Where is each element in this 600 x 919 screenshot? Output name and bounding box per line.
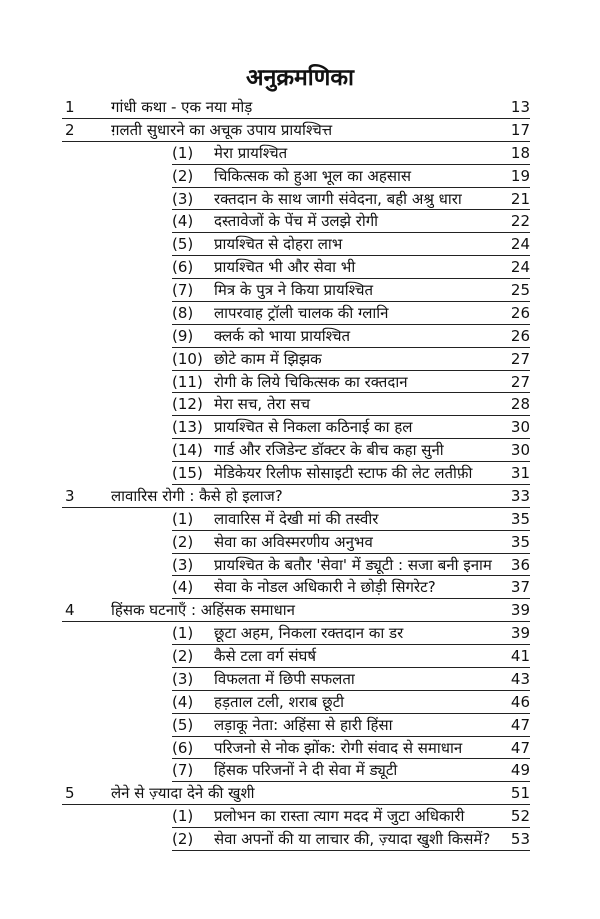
section-title: हिंसक परिजनों ने दी सेवा में ड्यूटी [214, 761, 398, 780]
page-number: 53 [510, 830, 530, 848]
page-number: 27 [510, 372, 530, 391]
section-title: परिजनो से नोक झोंक: रोगी संवाद से समाधान [214, 738, 463, 757]
page-number: 18 [510, 143, 530, 162]
page-number: 43 [510, 669, 530, 688]
toc-section-row [0, 714, 600, 737]
chapter-title: ग़लती सुधारने का अचूक उपाय प्रायश्चित्त [111, 120, 333, 139]
section-title: कैसे टला वर्ग संघर्ष [214, 647, 317, 665]
toc-section-row [0, 576, 600, 599]
toc-section-row [0, 393, 600, 416]
section-index: (9) [172, 326, 194, 345]
section-index: (6) [172, 258, 194, 277]
page-number: 47 [510, 715, 530, 734]
section-title: छोटे काम में झिझक [214, 349, 322, 368]
section-title: गार्ड और रजिडेन्ट डॉक्टर के बीच कहा सुनी [214, 441, 444, 460]
toc-section-row [0, 165, 600, 188]
section-title: प्रलोभन का रास्ता त्याग मदद में जुटा अधिकारी [214, 807, 465, 826]
toc-section-row [0, 759, 600, 782]
toc-section-row [0, 439, 600, 462]
page-number: 35 [510, 509, 530, 528]
toc-section-row [0, 233, 600, 256]
toc-chapter-row [0, 96, 600, 119]
section-title: मेरा प्रायश्चित [214, 143, 288, 162]
chapter-number: 3 [65, 486, 75, 505]
section-index: (5) [172, 235, 194, 254]
section-index: (10) [172, 349, 203, 368]
row-divider [172, 850, 530, 851]
section-index: (7) [172, 761, 194, 780]
section-index: (2) [172, 647, 194, 665]
section-title: लावारिस में देखी मां की तस्वीर [214, 509, 379, 528]
section-title: छूटा अहम, निकला रक्तदान का डर [214, 624, 404, 643]
section-title: रक्तदान के साथ जागी संवेदना, बही अश्रु धारा [214, 189, 462, 208]
section-title: लापरवाह ट्रॉली चालक की ग्लानि [214, 303, 389, 322]
section-title: सेवा के नोडल अधिकारी ने छोड़ी सिगरेट? [214, 578, 436, 597]
toc-section-row [0, 210, 600, 233]
page-number: 52 [510, 807, 530, 826]
toc-section-row [0, 188, 600, 211]
page-number: 39 [510, 601, 530, 620]
page-number: 22 [510, 212, 530, 231]
toc-section-row [0, 279, 600, 302]
section-index: (6) [172, 738, 194, 757]
section-index: (7) [172, 281, 194, 299]
page-number: 25 [510, 281, 530, 299]
chapter-number: 2 [65, 120, 75, 139]
section-index: (4) [172, 212, 194, 231]
page-number: 24 [510, 235, 530, 254]
section-index: (2) [172, 830, 194, 848]
toc-section-row [0, 142, 600, 165]
section-title: दस्तावेजों के पेंच में उलझे रोगी [214, 212, 379, 231]
table-of-contents [0, 96, 600, 851]
section-index: (4) [172, 692, 194, 711]
section-index: (8) [172, 303, 194, 322]
toc-section-row [0, 508, 600, 531]
section-index: (14) [172, 441, 203, 460]
page-number: 24 [510, 258, 530, 277]
section-index: (1) [172, 143, 194, 162]
toc-chapter-row [0, 485, 600, 508]
section-title: सेवा का अविस्मरणीय अनुभव [214, 532, 373, 551]
toc-section-row [0, 645, 600, 668]
toc-section-row [0, 554, 600, 577]
toc-chapter-row [0, 782, 600, 805]
section-title: रोगी के लिये चिकित्सक का रक्तदान [214, 372, 408, 391]
page-number: 17 [510, 120, 530, 139]
page-number: 28 [510, 395, 530, 414]
page-number: 46 [510, 692, 530, 711]
page-number: 13 [510, 98, 530, 116]
toc-section-row [0, 622, 600, 645]
section-title: क्लर्क को भाया प्रायश्चित [214, 326, 351, 345]
section-index: (15) [172, 464, 203, 482]
section-title: मेडिकेयर रिलीफ सोसाइटी स्टाफ की लेट लतीफ़ी [214, 464, 473, 482]
toc-chapter-row [0, 599, 600, 622]
page-number: 26 [510, 303, 530, 322]
toc-section-row [0, 302, 600, 325]
page-number: 31 [510, 464, 530, 482]
page-number: 41 [510, 647, 530, 665]
toc-section-row [0, 256, 600, 279]
toc-section-row [0, 348, 600, 371]
section-index: (13) [172, 418, 203, 437]
toc-section-row [0, 531, 600, 554]
section-title: लड़ाकू नेता: अहिंसा से हारी हिंसा [214, 715, 393, 734]
chapter-number: 1 [65, 98, 75, 116]
section-index: (3) [172, 669, 194, 688]
toc-section-row [0, 691, 600, 714]
section-index: (1) [172, 509, 194, 528]
page-number: 30 [510, 441, 530, 460]
toc-chapter-row [0, 119, 600, 142]
chapter-title: लावारिस रोगी : कैसे हो इलाज? [111, 486, 283, 505]
section-title: प्रायश्चित से निकला कठिनाई का हल [214, 418, 413, 437]
page-number: 47 [510, 738, 530, 757]
section-index: (3) [172, 555, 194, 574]
page-number: 19 [510, 166, 530, 185]
toc-section-row [0, 371, 600, 394]
section-index: (5) [172, 715, 194, 734]
toc-section-row [0, 462, 600, 485]
chapter-title: लेने से ज़्यादा देने की खुशी [111, 784, 255, 803]
chapter-number: 5 [65, 784, 75, 803]
page-number: 51 [510, 784, 530, 803]
section-title: विफलता में छिपी सफलता [214, 669, 355, 688]
page-number: 21 [510, 189, 530, 208]
toc-section-row [0, 668, 600, 691]
section-title: सेवा अपनों की या लाचार की, ज़्यादा खुशी किसमें? [214, 830, 491, 848]
section-index: (2) [172, 166, 194, 185]
toc-section-row [0, 325, 600, 348]
toc-section-row [0, 805, 600, 828]
page-number: 27 [510, 349, 530, 368]
section-index: (11) [172, 372, 203, 391]
page-number: 33 [510, 486, 530, 505]
chapter-number: 4 [65, 601, 75, 620]
section-title: प्रायश्चित के बतौर 'सेवा' में ड्यूटी : सजा बनी इनाम [214, 555, 492, 574]
section-title: मित्र के पुत्र ने किया प्रायश्चित [214, 281, 374, 299]
toc-section-row [0, 828, 600, 851]
page-number: 30 [510, 418, 530, 437]
page-number: 37 [510, 578, 530, 597]
chapter-title: हिंसक घटनाएँ : अहिंसक समाधान [111, 601, 295, 620]
section-index: (1) [172, 624, 194, 643]
section-index: (1) [172, 807, 194, 826]
page-number: 36 [510, 555, 530, 574]
section-title: प्रायश्चित से दोहरा लाभ [214, 235, 343, 254]
toc-section-row [0, 416, 600, 439]
page-number: 35 [510, 532, 530, 551]
page-title: अनुक्रमणिका [246, 65, 354, 91]
section-title: मेरा सच, तेरा सच [214, 395, 310, 414]
toc-section-row [0, 737, 600, 760]
section-title: हड़ताल टली, शराब छूटी [214, 692, 345, 711]
section-index: (12) [172, 395, 203, 414]
section-title: प्रायश्चित भी और सेवा भी [214, 258, 356, 277]
page-number: 39 [510, 624, 530, 643]
chapter-title: गांधी कथा - एक नया मोड़ [111, 98, 253, 116]
page-number: 26 [510, 326, 530, 345]
section-index: (4) [172, 578, 194, 597]
section-index: (3) [172, 189, 194, 208]
section-index: (2) [172, 532, 194, 551]
page-number: 49 [510, 761, 530, 780]
section-title: चिकित्सक को हुआ भूल का अहसास [214, 166, 412, 185]
